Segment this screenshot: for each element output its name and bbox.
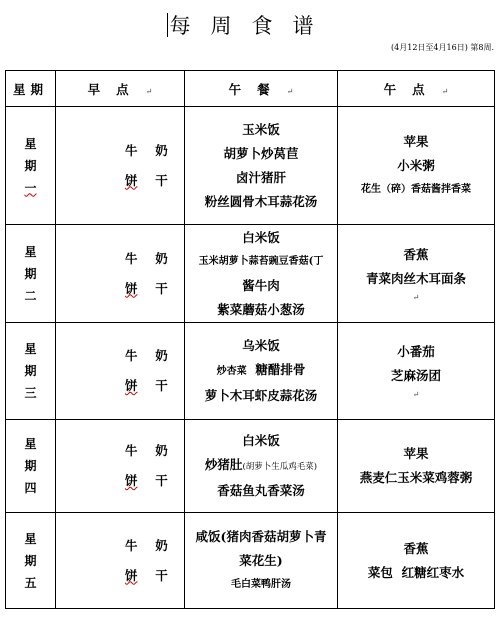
breakfast-cell: 牛 奶 饼 干 [56,513,185,609]
weekday-cell: 星 期 四 [6,420,56,513]
header-weekday: 星期 [6,71,56,107]
breakfast-cell: 牛 奶 饼 干 [56,420,185,513]
table-row [6,225,495,323]
table-row [6,323,495,420]
lunch-cell: 玉米饭 胡萝卜炒莴苣 卤汁猪肝 粉丝圆骨木耳蒜花汤 [185,107,338,225]
weekday-cell: 星 期 三 [6,323,56,420]
snack-cell: 香蕉 菜包 红糖红枣水 [338,513,495,609]
breakfast-cell: 牛 奶 饼 干 [56,323,185,420]
weekday-cell: 星 期 一 [6,107,56,225]
table-row [6,107,495,225]
snack-cell: 香蕉 青菜肉丝木耳面条 ↵ [338,225,495,323]
header-lunch: 午餐↵ [185,71,338,107]
breakfast-cell: 牛 奶 饼 干 [56,225,185,323]
weekly-menu-table [5,70,495,609]
table-row [6,420,495,513]
table-header-row [6,71,495,107]
lunch-cell: 白米饭 玉米胡萝卜蒜苔豌豆香菇(丁 酱牛肉 紫菜蘑菇小葱汤 [185,225,338,323]
weekday-cell: 星 期 二 [6,225,56,323]
breakfast-cell: 牛 奶 饼 干 [56,107,185,225]
lunch-cell: 乌米饭 炒杏菜 糖醋排骨 萝卜木耳虾皮蒜花汤 [185,323,338,420]
snack-cell: 苹果 小米粥 花生（碎）香菇酱拌香菜 [338,107,495,225]
lunch-cell: 白米饭 炒猪肚(胡萝卜生瓜鸡毛菜) 香菇鱼丸香菜汤 [185,420,338,513]
page-title: 每周食谱 [0,10,500,40]
lunch-cell: 咸饭(猪肉香菇胡萝卜青 菜花生) 毛白菜鸭肝汤 [185,513,338,609]
text-cursor [167,13,168,37]
weekday-cell: 星 期 五 [6,513,56,609]
snack-cell: 小番茄 芝麻汤团 ↵ [338,323,495,420]
page-subtitle: (4月12日至4月16日) 第8周. [391,43,494,52]
header-breakfast: 早点↵ [56,71,185,107]
header-snack: 午点↵ [338,71,495,107]
snack-cell: 苹果 燕麦仁玉米菜鸡蓉粥 [338,420,495,513]
table-row [6,513,495,609]
